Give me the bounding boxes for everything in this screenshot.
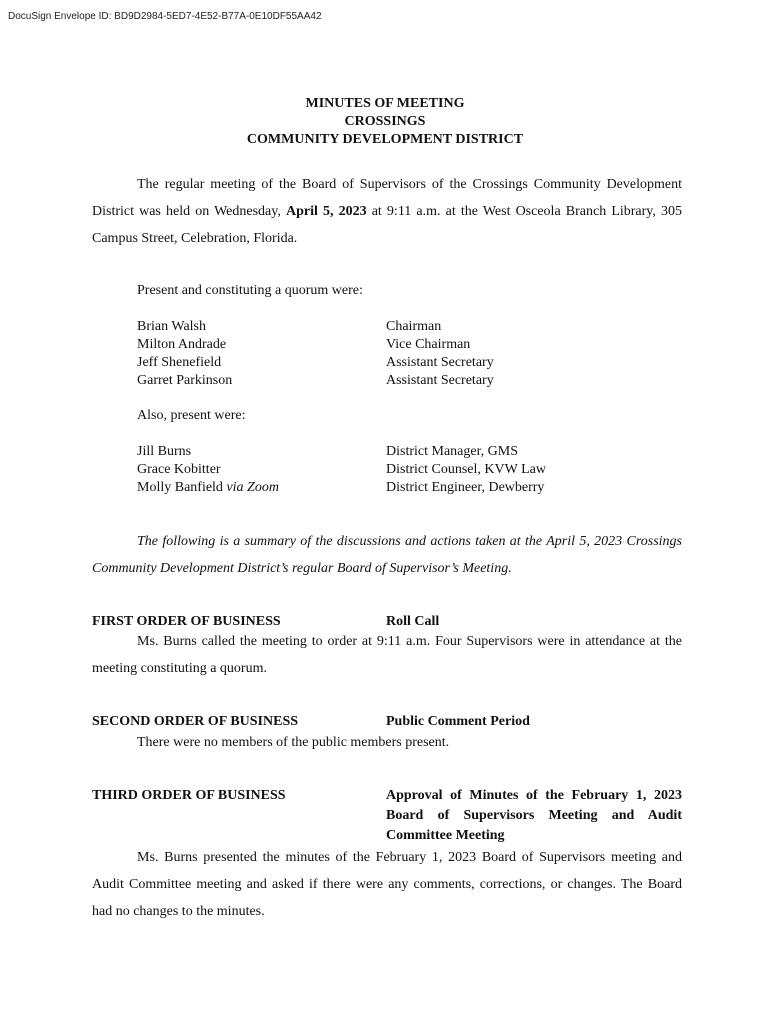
first-order-text: Ms. Burns called the meeting to order at 9:11 a.m. Four Supervisors were in attendance at the meeting constituting a quorum. bbox=[92, 634, 682, 676]
list-item bbox=[137, 372, 682, 390]
second-order-text: There were no members of the public members present. bbox=[137, 735, 450, 750]
also-present-label: Also, present were: bbox=[137, 408, 246, 423]
order-heading: Roll Call bbox=[386, 614, 440, 629]
envelope-id: DocuSign Envelope ID: BD9D2984-5ED7-4E52-B77A-0E10DF55AA42 bbox=[8, 11, 322, 22]
member-name: Jeff Shenefield bbox=[137, 355, 222, 370]
attendee-role: District Engineer, Dewberry bbox=[386, 480, 545, 495]
meeting-date: April 5, 2023 bbox=[285, 204, 367, 219]
document-title bbox=[0, 95, 770, 149]
member-name: Milton Andrade bbox=[137, 337, 227, 352]
list-item bbox=[137, 318, 682, 336]
order-label: THIRD ORDER OF BUSINESS bbox=[92, 788, 286, 803]
title-line-2: CROSSINGS bbox=[344, 114, 426, 129]
title-line-3: COMMUNITY DEVELOPMENT DISTRICT bbox=[246, 132, 524, 147]
member-role: Chairman bbox=[386, 319, 442, 334]
list-item bbox=[137, 443, 682, 461]
order-label: FIRST ORDER OF BUSINESS bbox=[92, 614, 281, 629]
member-role: Assistant Secretary bbox=[386, 355, 494, 370]
attendee-name-text: Jill Burns bbox=[137, 444, 192, 459]
intro-paragraph bbox=[92, 171, 682, 252]
intro-text-2: at 9:11 a.m. at the West Osceola Branch Library, 305 Campus Street, Celebration, Florida. bbox=[92, 204, 683, 246]
member-role: Assistant Secretary bbox=[386, 373, 494, 388]
order-heading: Approval of Minutes of the February 1, 2023 Board of Supervisors Meeting and Audit Committee Meeting bbox=[386, 788, 682, 843]
title-line-1: MINUTES OF MEETING bbox=[305, 96, 465, 111]
summary-paragraph: The following is a summary of the discussions and actions taken at the April 5, 2023 Crossings Community Development District’s regular Board of Supervisor’s Meeting. bbox=[92, 534, 682, 576]
member-role: Vice Chairman bbox=[386, 337, 471, 352]
order-label: SECOND ORDER OF BUSINESS bbox=[92, 714, 299, 729]
attendee-role: District Manager, GMS bbox=[386, 444, 519, 459]
attendee-name bbox=[137, 479, 386, 497]
member-name: Brian Walsh bbox=[137, 319, 206, 334]
attendee-note: via Zoom bbox=[226, 480, 279, 495]
list-item bbox=[137, 461, 682, 479]
attendee-name bbox=[137, 443, 386, 461]
attendee-name-text: Grace Kobitter bbox=[137, 462, 221, 477]
list-item bbox=[137, 336, 682, 354]
member-name: Garret Parkinson bbox=[137, 373, 233, 388]
order-heading: Public Comment Period bbox=[386, 714, 530, 729]
quorum-label: Present and constituting a quorum were: bbox=[137, 283, 363, 298]
list-item bbox=[137, 354, 682, 372]
attendee-name-text: Molly Banfield bbox=[137, 480, 227, 495]
list-item bbox=[137, 479, 682, 497]
third-order-text: Ms. Burns presented the minutes of the February 1, 2023 Board of Supervisors meeting and Audit Committee meeting and asked if there were any comments, corrections, or changes. The Board had no changes to the minutes. bbox=[92, 850, 682, 919]
attendee-role: District Counsel, KVW Law bbox=[386, 462, 546, 477]
also-present-list bbox=[137, 443, 682, 497]
intro-text-1: The regular meeting of the Board of Supervisors of the Crossings Community Development District was held on Wednesday, bbox=[92, 177, 682, 219]
attendee-name bbox=[137, 461, 386, 479]
quorum-list bbox=[137, 318, 682, 390]
